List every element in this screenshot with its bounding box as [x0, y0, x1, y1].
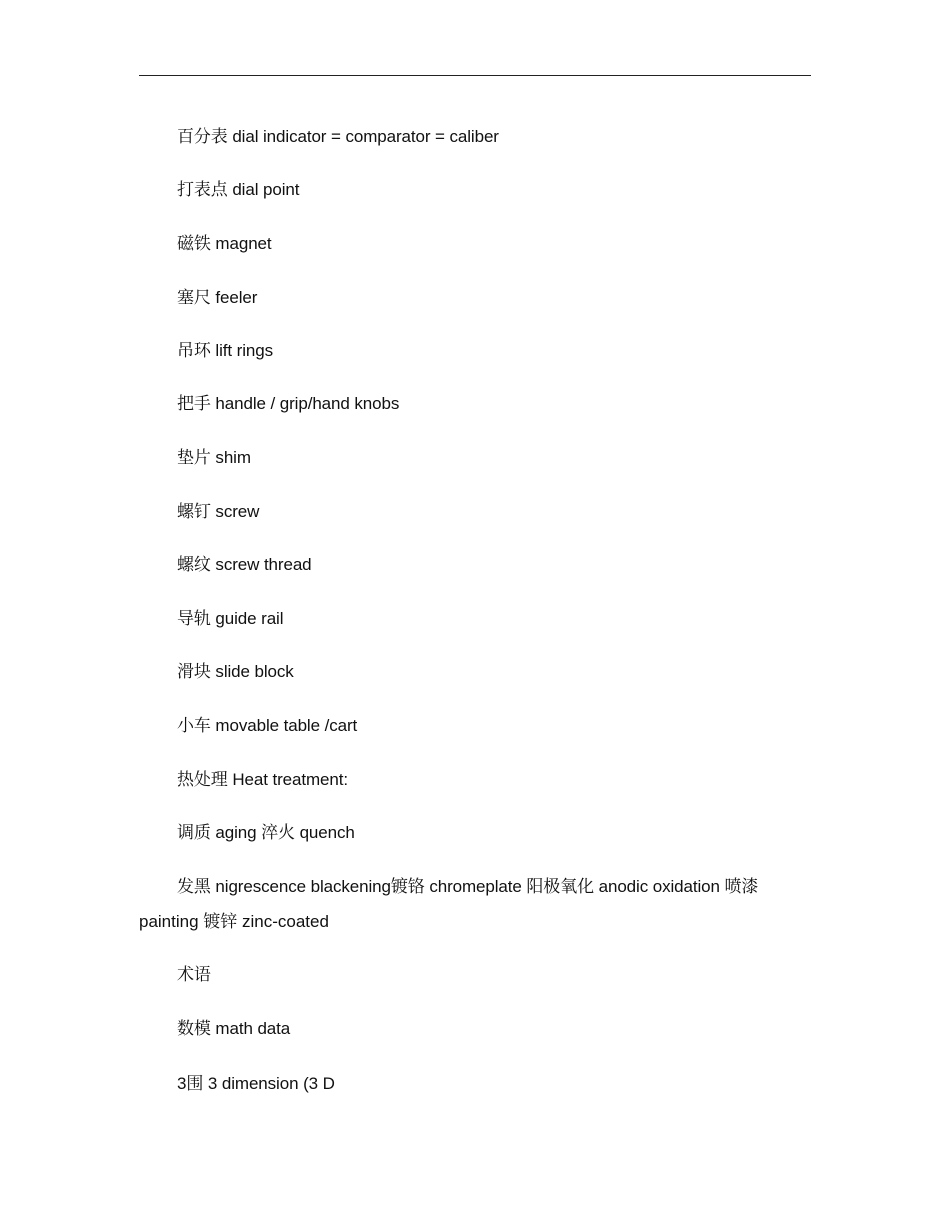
glossary-entry-slide-block: 滑块 slide block [177, 662, 294, 681]
glossary-entry-surface-treatments: 发黑 nigrescence blackening镀铬 chromeplate 阳极氧化 anodic oxidation 喷漆 [177, 877, 759, 896]
glossary-entry-screw: 螺钉 screw [177, 502, 260, 521]
section-heading-terminology: 术语 [177, 965, 211, 984]
glossary-entry-handle: 把手 handle / grip/hand knobs [177, 394, 400, 413]
glossary-entry-guide-rail: 导轨 guide rail [177, 609, 284, 628]
glossary-entry-screw-thread: 螺纹 screw thread [177, 555, 312, 574]
glossary-entry-3-dimension: 3围 3 dimension (3 D [177, 1074, 335, 1093]
glossary-entry-aging-quench: 调质 aging 淬火 quench [177, 823, 355, 842]
glossary-entry-math-data: 数模 math data [177, 1019, 291, 1038]
glossary-entry-shim: 垫片 shim [177, 448, 251, 467]
header-rule [139, 75, 811, 76]
glossary-entry-feeler: 塞尺 feeler [177, 288, 258, 307]
glossary-entry-cart: 小车 movable table /cart [177, 716, 358, 735]
glossary-entry-dial-point: 打表点 dial point [177, 180, 300, 199]
glossary-entry-heat-treatment: 热处理 Heat treatment: [177, 770, 348, 789]
glossary-entry-surface-treatments-continued: painting 镀锌 zinc-coated [139, 912, 329, 931]
glossary-entry-magnet: 磁铁 magnet [177, 234, 272, 253]
glossary-entry-lift-rings: 吊环 lift rings [177, 341, 273, 360]
glossary-entry-dial-indicator: 百分表 dial indicator = comparator = caliber [177, 127, 499, 146]
